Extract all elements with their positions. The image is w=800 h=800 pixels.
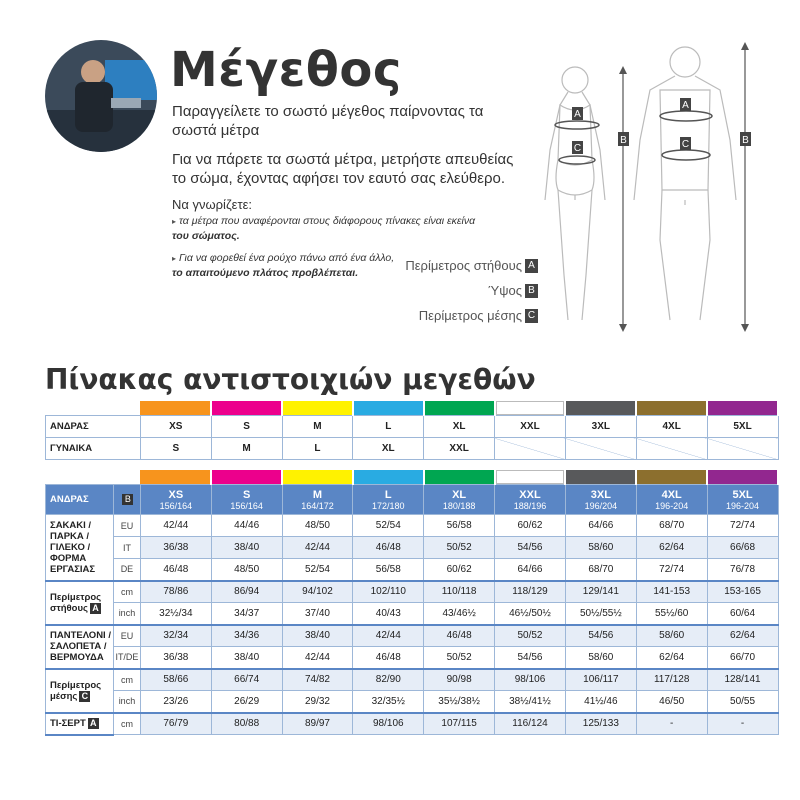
size-name: 5XL [732, 488, 753, 501]
legend-key: A [525, 259, 538, 273]
note-1 [172, 214, 492, 243]
height-key-cell [113, 485, 140, 515]
value-cell: 58/60 [565, 537, 636, 559]
color-swatch-8 [707, 401, 778, 416]
value-cell: 46/48 [140, 559, 211, 581]
row-label-men: ΑΝΔΡΑΣ [46, 416, 141, 438]
size-height: 180/188 [442, 500, 476, 511]
value-cell: 34/36 [211, 625, 282, 647]
value-cell: 72/74 [707, 515, 778, 537]
value-cell: 76/78 [707, 559, 778, 581]
size-name: S [242, 488, 251, 501]
row-label-women: ΓΥΝΑΙΚΑ [46, 438, 141, 460]
value-cell: 56/58 [353, 559, 424, 581]
value-cell: 64/66 [565, 515, 636, 537]
color-swatch-4 [424, 401, 495, 416]
value-cell: 46/48 [424, 625, 495, 647]
value-cell: 62/64 [707, 625, 778, 647]
unit-cell: inch [113, 691, 140, 713]
value-cell: 32½/34 [140, 603, 211, 625]
legend-chest [405, 258, 538, 273]
unit-cell: inch [113, 603, 140, 625]
value-cell: 38/40 [211, 647, 282, 669]
value-cell: 26/29 [211, 691, 282, 713]
empty-cell [565, 438, 636, 460]
value-cell: - [636, 713, 707, 735]
value-cell: 82/90 [353, 669, 424, 691]
size-height: 196-204 [655, 500, 689, 511]
value-cell: 56/58 [424, 515, 495, 537]
value-cell: 46½/50½ [495, 603, 566, 625]
value-cell: 129/141 [565, 581, 636, 603]
value-cell: 52/54 [353, 515, 424, 537]
value-cell: 48/50 [211, 559, 282, 581]
legend-key: C [525, 309, 538, 323]
table-row [46, 559, 779, 581]
value-cell: 116/124 [495, 713, 566, 735]
size-header-cell [282, 485, 353, 515]
color-swatch-3 [353, 401, 424, 416]
table-row [46, 537, 779, 559]
legend-label: Περίμετρος μέσης [418, 308, 522, 323]
table-row [46, 713, 779, 735]
value-cell: - [707, 713, 778, 735]
color-swatch-0 [140, 470, 211, 485]
color-swatch-1 [211, 470, 282, 485]
note-1-bold: του σώματος. [172, 230, 240, 242]
value-cell: 60/62 [424, 559, 495, 581]
figure-woman-a-mark: A [574, 109, 581, 120]
value-cell: 98/106 [495, 669, 566, 691]
value-cell: 50/52 [424, 647, 495, 669]
value-cell: 55½/60 [636, 603, 707, 625]
bullet-icon: ▸ [172, 217, 177, 226]
row-label-text: ΤΙ-ΣΕΡΤ [50, 718, 86, 729]
color-swatch-1 [211, 401, 282, 416]
value-cell: 68/70 [636, 515, 707, 537]
size-name: M [312, 488, 323, 501]
value-cell: 58/60 [636, 625, 707, 647]
size-name: XS [168, 488, 184, 501]
size-header-cell [140, 485, 211, 515]
value-cell: 54/56 [565, 625, 636, 647]
value-cell: 38/40 [211, 537, 282, 559]
value-cell: 98/106 [353, 713, 424, 735]
row-label [46, 669, 114, 713]
table-row [46, 691, 779, 713]
value-cell: 58/60 [565, 647, 636, 669]
color-swatch-2 [282, 401, 353, 416]
value-cell: 66/74 [211, 669, 282, 691]
color-swatch-4 [424, 470, 495, 485]
value-cell: 76/79 [140, 713, 211, 735]
color-swatch-6 [565, 401, 636, 416]
color-swatch-5 [495, 401, 566, 416]
table-row [46, 416, 779, 438]
color-swatch-3 [353, 470, 424, 485]
color-bar [46, 401, 779, 416]
figure-man-b-mark: B [742, 135, 749, 146]
size-header-cell [707, 485, 778, 515]
bullet-icon: ▸ [172, 254, 177, 263]
unit-cell: EU [113, 515, 140, 537]
value-cell: 41½/46 [565, 691, 636, 713]
value-cell: 36/38 [140, 537, 211, 559]
table-row [46, 515, 779, 537]
size-name: 3XL [590, 488, 611, 501]
value-cell: 23/26 [140, 691, 211, 713]
worker-photo [45, 40, 157, 152]
size-height: 156/164 [159, 500, 193, 511]
value-cell: 89/97 [282, 713, 353, 735]
legend-label: Περίμετρος στήθους [405, 258, 522, 273]
unit-cell: IT [113, 537, 140, 559]
color-swatch-0 [140, 401, 211, 416]
value-cell: 141-153 [636, 581, 707, 603]
value-cell: 37/40 [282, 603, 353, 625]
color-swatch-7 [636, 470, 707, 485]
value-cell: 60/64 [707, 603, 778, 625]
table-row [46, 603, 779, 625]
unit-cell: cm [113, 713, 140, 735]
figure-man-a-mark: A [682, 100, 689, 111]
value-cell: 40/43 [353, 603, 424, 625]
value-cell: 74/82 [282, 669, 353, 691]
note-2 [172, 251, 402, 280]
section-title: Πίνακας αντιστοιχιών μεγεθών [45, 363, 536, 396]
woman-figure [545, 67, 605, 320]
row-label-text: ΣΑΚΑΚΙ / ΠΑΡΚΑ / ΓΙΛΕΚΟ / ΦΟΡΜΑ ΕΡΓΑΣΙΑΣ [50, 519, 96, 575]
row-label [46, 515, 114, 581]
value-cell: 42/44 [353, 625, 424, 647]
figure-man-c-mark: C [681, 139, 690, 150]
unit-cell: DE [113, 559, 140, 581]
unit-cell: IT/DE [113, 647, 140, 669]
empty-cell [495, 438, 566, 460]
height-key-icon: B [122, 494, 133, 505]
lead-text: Παραγγείλετε το σωστό μέγεθος παίρνοντας τα σωστά μέτρα [172, 103, 484, 139]
row-label [46, 581, 114, 625]
size-cell: 4XL [636, 416, 707, 438]
unit-cell: cm [113, 669, 140, 691]
value-cell: 62/64 [636, 647, 707, 669]
value-cell: 50/52 [495, 625, 566, 647]
value-cell: 90/98 [424, 669, 495, 691]
size-cell: XXL [495, 416, 566, 438]
value-cell: 32/34 [140, 625, 211, 647]
size-cell: L [353, 416, 424, 438]
size-cell: XL [353, 438, 424, 460]
value-cell: 42/44 [140, 515, 211, 537]
value-cell: 110/118 [424, 581, 495, 603]
value-cell: 153-165 [707, 581, 778, 603]
value-cell: 128/141 [707, 669, 778, 691]
value-cell: 107/115 [424, 713, 495, 735]
value-cell: 42/44 [282, 647, 353, 669]
size-height: 156/164 [230, 500, 263, 511]
legend-label: Ύψος [488, 283, 522, 298]
table-row [46, 647, 779, 669]
value-cell: 52/54 [282, 559, 353, 581]
color-swatch-6 [565, 470, 636, 485]
table-header-row [46, 485, 779, 515]
size-height: 196/204 [584, 500, 618, 511]
value-cell: 32/35½ [353, 691, 424, 713]
value-cell: 106/117 [565, 669, 636, 691]
value-cell: 118/129 [495, 581, 566, 603]
value-cell: 60/62 [495, 515, 566, 537]
value-cell: 48/50 [282, 515, 353, 537]
value-cell: 58/66 [140, 669, 211, 691]
size-cell: L [282, 438, 353, 460]
page-title: Μέγεθος [170, 42, 402, 98]
size-cell: M [282, 416, 353, 438]
size-name: XL [452, 488, 467, 501]
value-cell: 117/128 [636, 669, 707, 691]
value-cell: 94/102 [282, 581, 353, 603]
color-bar [46, 470, 779, 485]
value-cell: 46/50 [636, 691, 707, 713]
size-cell: 5XL [707, 416, 778, 438]
value-cell: 36/38 [140, 647, 211, 669]
value-cell: 102/110 [353, 581, 424, 603]
value-cell: 64/66 [495, 559, 566, 581]
figure-woman-b-mark: B [620, 135, 627, 146]
color-swatch-7 [636, 401, 707, 416]
value-cell: 66/70 [707, 647, 778, 669]
value-cell: 43/46½ [424, 603, 495, 625]
value-cell: 78/86 [140, 581, 211, 603]
value-cell: 68/70 [565, 559, 636, 581]
value-cell: 66/68 [707, 537, 778, 559]
value-cell: 29/32 [282, 691, 353, 713]
size-cell: XXL [424, 438, 495, 460]
value-cell: 50/52 [424, 537, 495, 559]
size-height: 164/172 [301, 500, 334, 511]
row-label-text: Περίμετρος στήθους [50, 591, 102, 614]
value-cell: 72/74 [636, 559, 707, 581]
row-label [46, 625, 114, 669]
empty-cell [707, 438, 778, 460]
note-2-text: Για να φορεθεί ένα ρούχο πάνω από ένα άλλο, [179, 252, 395, 264]
value-cell: 42/44 [282, 537, 353, 559]
value-cell: 44/46 [211, 515, 282, 537]
size-correspondence-table [45, 401, 779, 460]
key-icon: A [90, 603, 101, 614]
empty-cell [636, 438, 707, 460]
table-row [46, 581, 779, 603]
value-cell: 54/56 [495, 537, 566, 559]
color-swatch-5 [495, 470, 566, 485]
unit-cell: EU [113, 625, 140, 647]
size-cell: S [140, 438, 211, 460]
value-cell: 35½/38½ [424, 691, 495, 713]
note-2-bold: το απαιτούμενο πλάτος προβλέπεται. [172, 267, 359, 279]
size-height: 172/180 [372, 500, 405, 511]
size-cell: S [211, 416, 282, 438]
value-cell: 38/40 [282, 625, 353, 647]
row-label-text: ΠΑΝΤΕΛΟΝΙ / ΣΑΛΟΠΕΤΑ / ΒΕΡΜΟΥΔΑ [50, 630, 111, 663]
value-cell: 34/37 [211, 603, 282, 625]
body-figures [530, 40, 770, 345]
size-cell: M [211, 438, 282, 460]
unit-cell: cm [113, 581, 140, 603]
value-cell: 46/48 [353, 647, 424, 669]
size-header-cell [353, 485, 424, 515]
size-height: 196-204 [726, 500, 760, 511]
value-cell: 50½/55½ [565, 603, 636, 625]
value-cell: 125/133 [565, 713, 636, 735]
size-name: L [384, 488, 392, 501]
table-row [46, 625, 779, 647]
size-header-cell [565, 485, 636, 515]
size-name: 4XL [661, 488, 682, 501]
figure-woman-c-mark: C [573, 143, 582, 154]
size-name: XXL [519, 488, 541, 501]
color-swatch-8 [707, 470, 778, 485]
key-icon: C [79, 691, 90, 702]
size-detail-table [45, 470, 779, 736]
size-cell: XL [424, 416, 495, 438]
man-figure [634, 47, 736, 320]
header-label-men: ΑΝΔΡΑΣ [46, 485, 114, 515]
key-icon: A [88, 718, 99, 729]
row-label [46, 713, 114, 735]
value-cell: 50/55 [707, 691, 778, 713]
size-height: 188/196 [513, 500, 547, 511]
value-cell: 86/94 [211, 581, 282, 603]
size-header-cell [495, 485, 566, 515]
legend-waist [419, 308, 538, 323]
size-header-cell [424, 485, 495, 515]
measure-instructions: Για να πάρετε τα σωστά μέτρα, μετρήστε απευθείας το σώμα, έχοντας αφήσει τον εαυτό σας ελεύθερο. [172, 151, 514, 187]
legend-key: B [525, 284, 538, 298]
color-swatch-2 [282, 470, 353, 485]
value-cell: 38½/41½ [495, 691, 566, 713]
table-row [46, 438, 779, 460]
note-1-text: τα μέτρα που αναφέρονται στους διάφορους πίνακες είναι εκείνα [179, 215, 476, 227]
size-cell: 3XL [565, 416, 636, 438]
row-label-text: Περίμετρος μέσης [50, 679, 102, 702]
size-header-cell [636, 485, 707, 515]
value-cell: 62/64 [636, 537, 707, 559]
value-cell: 80/88 [211, 713, 282, 735]
value-cell: 46/48 [353, 537, 424, 559]
value-cell: 54/56 [495, 647, 566, 669]
size-cell: XS [140, 416, 211, 438]
know-title: Να γνωρίζετε: [172, 197, 253, 212]
size-header-cell [211, 485, 282, 515]
table-row [46, 669, 779, 691]
